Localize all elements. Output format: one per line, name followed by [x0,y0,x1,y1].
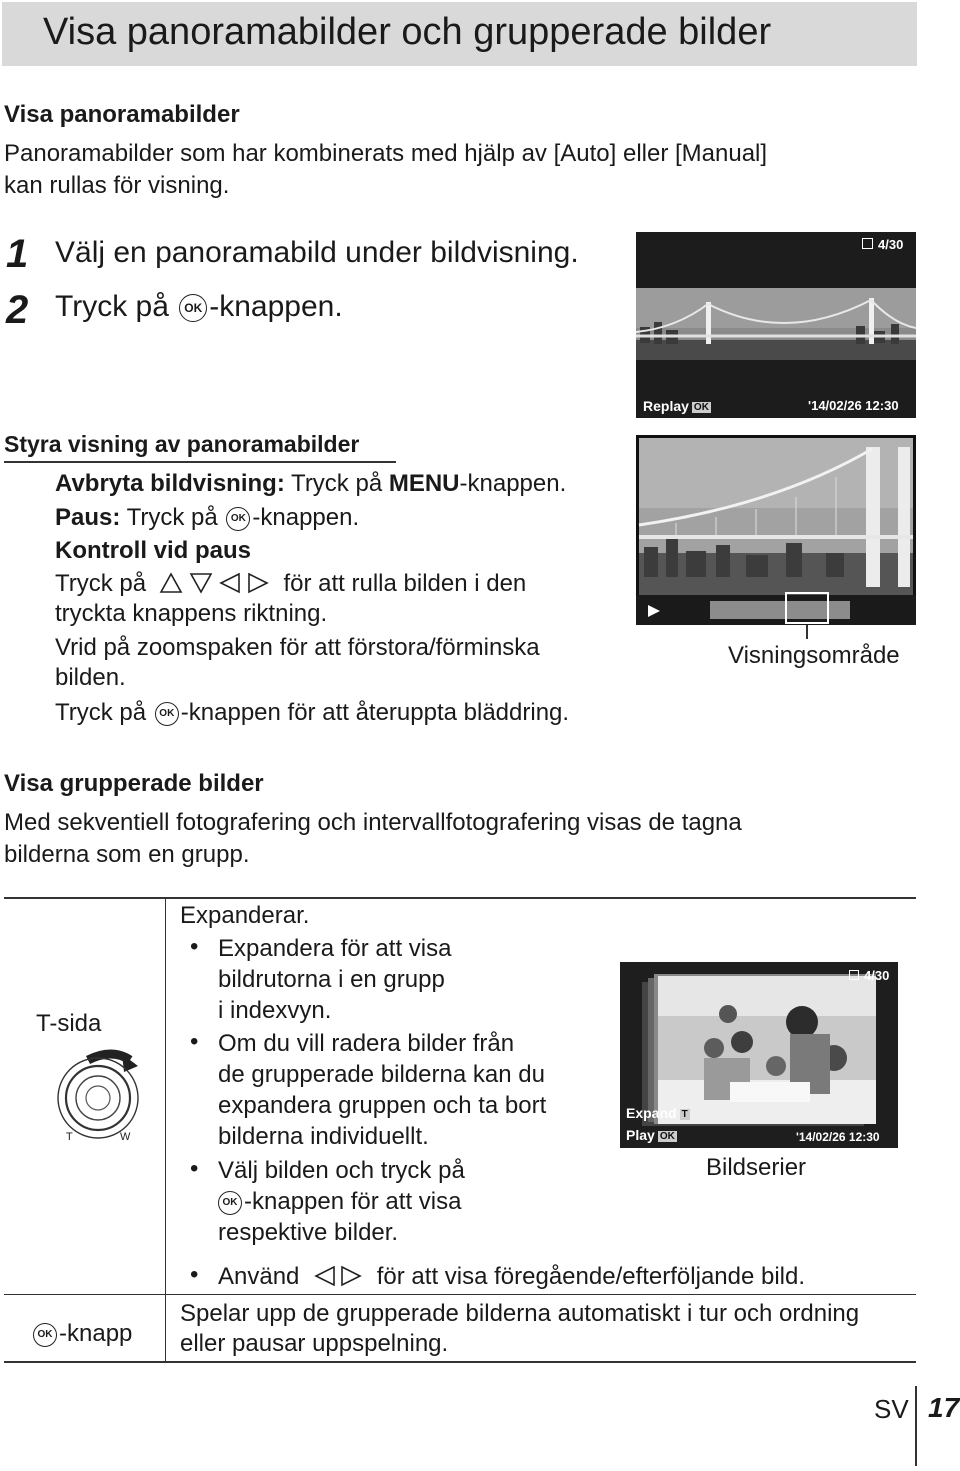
ok-key-label-text: -knapp [59,1320,133,1347]
grouped-intro-1: Med sekventiell fotografering och intervallfotografering visas de tagna [4,809,742,836]
step2-text [55,290,343,324]
step1-number: 1 [6,232,29,276]
ok-key-label [33,1318,132,1350]
control-heading: Styra visning av panoramabilder [4,431,360,457]
screen-paused-panorama [636,435,916,625]
page-number: 17 [928,1392,960,1423]
resume-pre: Tryck på [55,699,147,726]
table-column-rule [165,897,166,1363]
ok-button-icon: OK [33,1323,57,1347]
step1-text: Välj en panoramabild under bildvisning. [55,236,579,269]
pause-pre: Tryck på [126,504,218,531]
cancel-label: Avbryta bildvisning: [55,470,285,497]
row2-line1: Spelar upp de grupperade bilderna automatiskt i tur och ordning [180,1300,860,1327]
grouped-intro-2: bilderna som en grupp. [4,841,250,868]
replay-label: Replay [643,398,689,414]
burst-caption: Bildserier [706,1154,807,1181]
bullet3-line1: Välj bilden och tryck på [218,1157,465,1184]
row2-line2: eller pausar uppspelning. [180,1330,449,1357]
expand-label: Expand [626,1105,677,1121]
resume-post: -knappen för att återuppta bläddring. [180,699,570,726]
cancel-pre: Tryck på [291,470,383,497]
cancel-post: -knappen. [459,470,567,497]
screen-grouped-playback [620,962,898,1148]
bullet4-line [218,1261,805,1293]
ok-button-icon: OK [226,507,250,531]
play-hint [626,1127,677,1143]
t-badge: T [681,1108,688,1120]
bullet3-line2-text: -knappen för att visa [244,1188,462,1215]
bullet-dot: • [190,933,199,960]
paused-heading: Kontroll vid paus [55,537,252,564]
expand-hint [626,1105,690,1121]
play-label: Play [626,1127,655,1143]
bullet4-post: för att visa föregående/efterföljande bild. [376,1263,806,1290]
language-label: SV [874,1394,909,1424]
expand-title: Expanderar. [180,902,310,929]
screen1-counter-text: 4/30 [878,237,904,252]
bullet1-line2: bildrutorna i en grupp [218,966,445,993]
resume-line [55,697,569,729]
bullet-dot: • [190,1155,199,1182]
cancel-line [55,468,566,500]
ok-button-icon: OK [218,1191,242,1215]
bridge-panorama-image [636,232,916,418]
left-right-arrows-icon [312,1265,364,1287]
footer-rule [915,1386,917,1466]
screen3-counter-text: 4/30 [864,968,890,983]
bullet3-line2 [218,1186,461,1218]
pause-post: -knappen. [252,504,360,531]
t-side-label: T-sida [36,1010,102,1037]
arrows-line [55,568,526,600]
ok-button-icon: OK [179,294,207,322]
screen-panorama-playback [636,232,916,418]
pause-line [55,502,359,534]
zoom-line2: bilden. [55,664,126,691]
protect-icon [862,238,873,249]
bullet4-pre: Använd [218,1263,300,1290]
bridge-zoomed-image [636,435,916,625]
ok-badge: OK [693,401,709,413]
bullet-dot: • [190,1261,199,1288]
bullet1-line3: i indexvyn. [218,997,332,1024]
ok-button-icon: OK [155,702,179,726]
screen1-counter [862,237,903,252]
bullet2-line3: expandera gruppen och ta bort [218,1092,547,1119]
arrows-post: för att rulla bilden i den [283,570,527,597]
control-heading-underline [4,461,396,463]
ok-badge: OK [659,1130,675,1142]
zoom-line1: Vrid på zoomspaken för att förstora/förminska [55,634,540,661]
step2-number: 2 [6,288,29,332]
pano-intro-2: kan rullas för visning. [4,172,230,199]
page-title: Visa panoramabilder och grupperade bilder [43,11,772,53]
bullet2-line1: Om du vill radera bilder från [218,1030,515,1057]
bullet-dot: • [190,1028,199,1055]
bullet3-line3: respektive bilder. [218,1219,399,1246]
step2-pre: Tryck på [55,290,169,323]
lever-t-label: T [66,1131,73,1143]
lever-w-label: W [120,1131,131,1143]
grouped-heading: Visa grupperade bilder [4,770,264,797]
table-bottom-rule [4,1361,916,1363]
screen1-datetime: '14/02/26 12:30 [808,398,899,413]
bullet1-line1: Expandera för att visa [218,935,452,962]
zoom-lever-icon [52,1044,152,1148]
protect-icon [849,970,859,980]
arrows-pre: Tryck på [55,570,147,597]
bullet2-line2: de grupperade bilderna kan du [218,1061,545,1088]
screen3-counter [849,968,889,983]
pause-label: Paus: [55,504,121,531]
arrow-keys-icon [159,572,271,594]
arrows-line2: tryckta knappens riktning. [55,600,328,627]
screen1-replay [643,398,711,414]
screen3-datetime: '14/02/26 12:30 [796,1130,880,1144]
table-top-rule [4,897,916,899]
viewing-area-label: Visningsområde [728,642,900,669]
bullet2-line4: bilderna individuellt. [218,1123,429,1150]
step2-post: -knappen. [209,290,343,323]
callout-line [806,625,808,639]
pano-intro-1: Panoramabilder som har kombinerats med hjälp av [Auto] eller [Manual] [4,140,768,167]
menu-button-label: MENU [388,470,460,497]
table-mid-rule [4,1294,916,1295]
pano-heading: Visa panoramabilder [4,101,240,128]
